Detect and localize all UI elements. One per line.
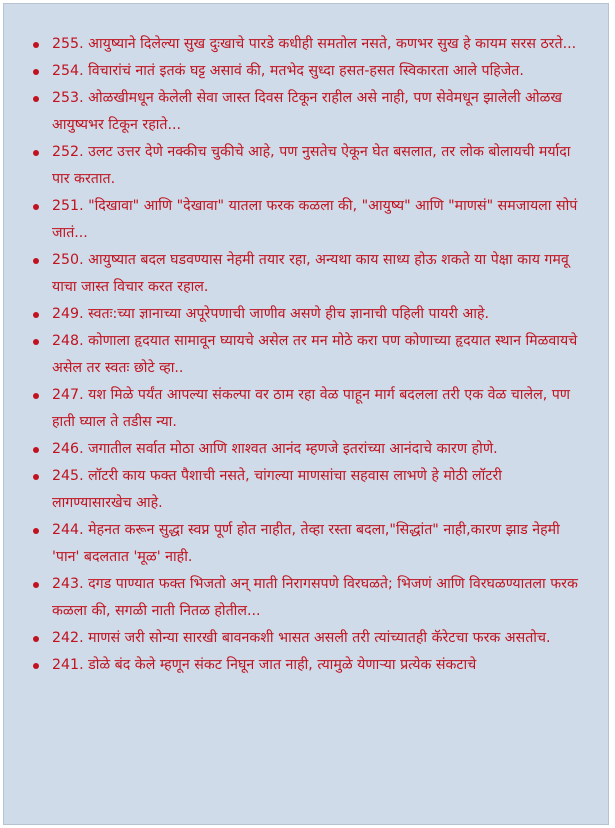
quote-text: 247. यश मिळे पर्यंत आपल्या संकल्पा वर ठाम रहा वेळ पाहून मार्ग बदलला तरी एक वेळ चालेल, पण हाती घ्याल ते तडीस न्या. — [52, 387, 571, 430]
quote-item — [34, 193, 580, 247]
bullet-icon — [33, 582, 39, 588]
quote-item — [34, 247, 580, 301]
quote-text: 250. आयुष्यात बदल घडवण्यास नेहमी तयार रहा, अन्यथा काय साध्य होऊ शकते या पेक्षा काय गमवू याचा जास्त विचार करत रहाल. — [52, 252, 569, 295]
quote-item — [34, 625, 580, 652]
bullet-icon — [33, 258, 39, 264]
quote-text: 253. ओळखीमधून केलेली सेवा जास्त दिवस टिकून राहील असे नाही, पण सेवेमधून झालेली ओळख आयुष्यभर टिकून रहाते... — [52, 90, 563, 133]
quote-item — [34, 382, 580, 436]
quote-item — [34, 85, 580, 139]
bullet-icon — [33, 528, 39, 534]
quote-item — [34, 517, 580, 571]
quote-text: 255. आयुष्याने दिलेल्या सुख दुःखाचे पारडे कधीही समतोल नसते, कणभर सुख हे कायम सरस ठरते... — [52, 36, 577, 52]
quote-text: 254. विचारांचं नातं इतकं घट्ट असावं की, मतभेद सुध्दा हसत-हसत स्विकारता आले पहिजेत. — [52, 63, 524, 79]
quote-text: 246. जगातील सर्वात मोठा आणि शाश्वत आनंद म्हणजे इतरांच्या आनंदाचे कारण होणे. — [52, 441, 498, 457]
quote-text: 248. कोणाला हृदयात सामावून घ्यायचे असेल तर मन मोठे करा पण कोणाच्या हृदयात स्थान मिळवायचे असेल तर स्वतः छोटे व्हा.. — [52, 333, 578, 376]
bullet-icon — [33, 96, 39, 102]
bullet-icon — [33, 204, 39, 210]
quote-item — [34, 463, 580, 517]
quote-item — [34, 58, 580, 85]
bullet-icon — [33, 447, 39, 453]
quote-text: 252. उलट उत्तर देणे नक्कीच चुकीचे आहे, पण नुसतेच ऐकून घेत बसलात, तर लोक बोलायची मर्यादा पार करतात. — [52, 144, 571, 187]
quote-item — [34, 139, 580, 193]
quote-text: 241. डोळे बंद केले म्हणून संकट निघून जात नाही, त्यामुळे येणाऱ्या प्रत्येक संकटाचे — [52, 657, 477, 673]
quote-item — [34, 31, 580, 58]
bullet-icon — [33, 663, 39, 669]
quote-item — [34, 652, 580, 679]
quote-list — [4, 4, 608, 679]
bullet-icon — [33, 636, 39, 642]
bullet-icon — [33, 393, 39, 399]
quote-text: 249. स्वतः:च्या ज्ञानाच्या अपूरेपणाची जाणीव असणे हीच ज्ञानाची पहिली पायरी आहे. — [52, 306, 490, 322]
bullet-icon — [33, 69, 39, 75]
quote-item — [34, 301, 580, 328]
quote-text: 242. माणसं जरी सोन्या सारखी बावनकशी भासत असली तरी त्यांच्यातही कॅरेटचा फरक असतोच. — [52, 630, 551, 646]
quotes-panel — [3, 3, 609, 825]
quote-item — [34, 436, 580, 463]
quote-text: 245. लॉटरी काय फक्त पैशाची नसते, चांगल्या माणसांचा सहवास लाभणे हे मोठी लॉटरी लागण्यासारखेच आहे. — [52, 468, 502, 511]
quote-text: 251. "दिखावा" आणि "देखावा" यातला फरक कळला की, "आयुष्य" आणि "माणसं" समजायला सोपं जातं... — [52, 198, 578, 241]
bullet-icon — [33, 474, 39, 480]
quote-item — [34, 571, 580, 625]
quote-text: 244. मेहनत करून सुद्धा स्वप्न पूर्ण होत नाहीत, तेव्हा रस्ता बदला,"सिद्धांत" नाही,कारण झाड नेहमी 'पान' बदलतात 'मूळ' नाही. — [52, 522, 560, 565]
bullet-icon — [33, 150, 39, 156]
bullet-icon — [33, 42, 39, 48]
bullet-icon — [33, 312, 39, 318]
quote-item — [34, 328, 580, 382]
quote-text: 243. दगड पाण्यात फक्त भिजतो अन् माती निरागसपणे विरघळते; भिजणं आणि विरघळण्यातला फरक कळला की, सगळी नाती नितळ होतील... — [52, 576, 578, 619]
bullet-icon — [33, 339, 39, 345]
